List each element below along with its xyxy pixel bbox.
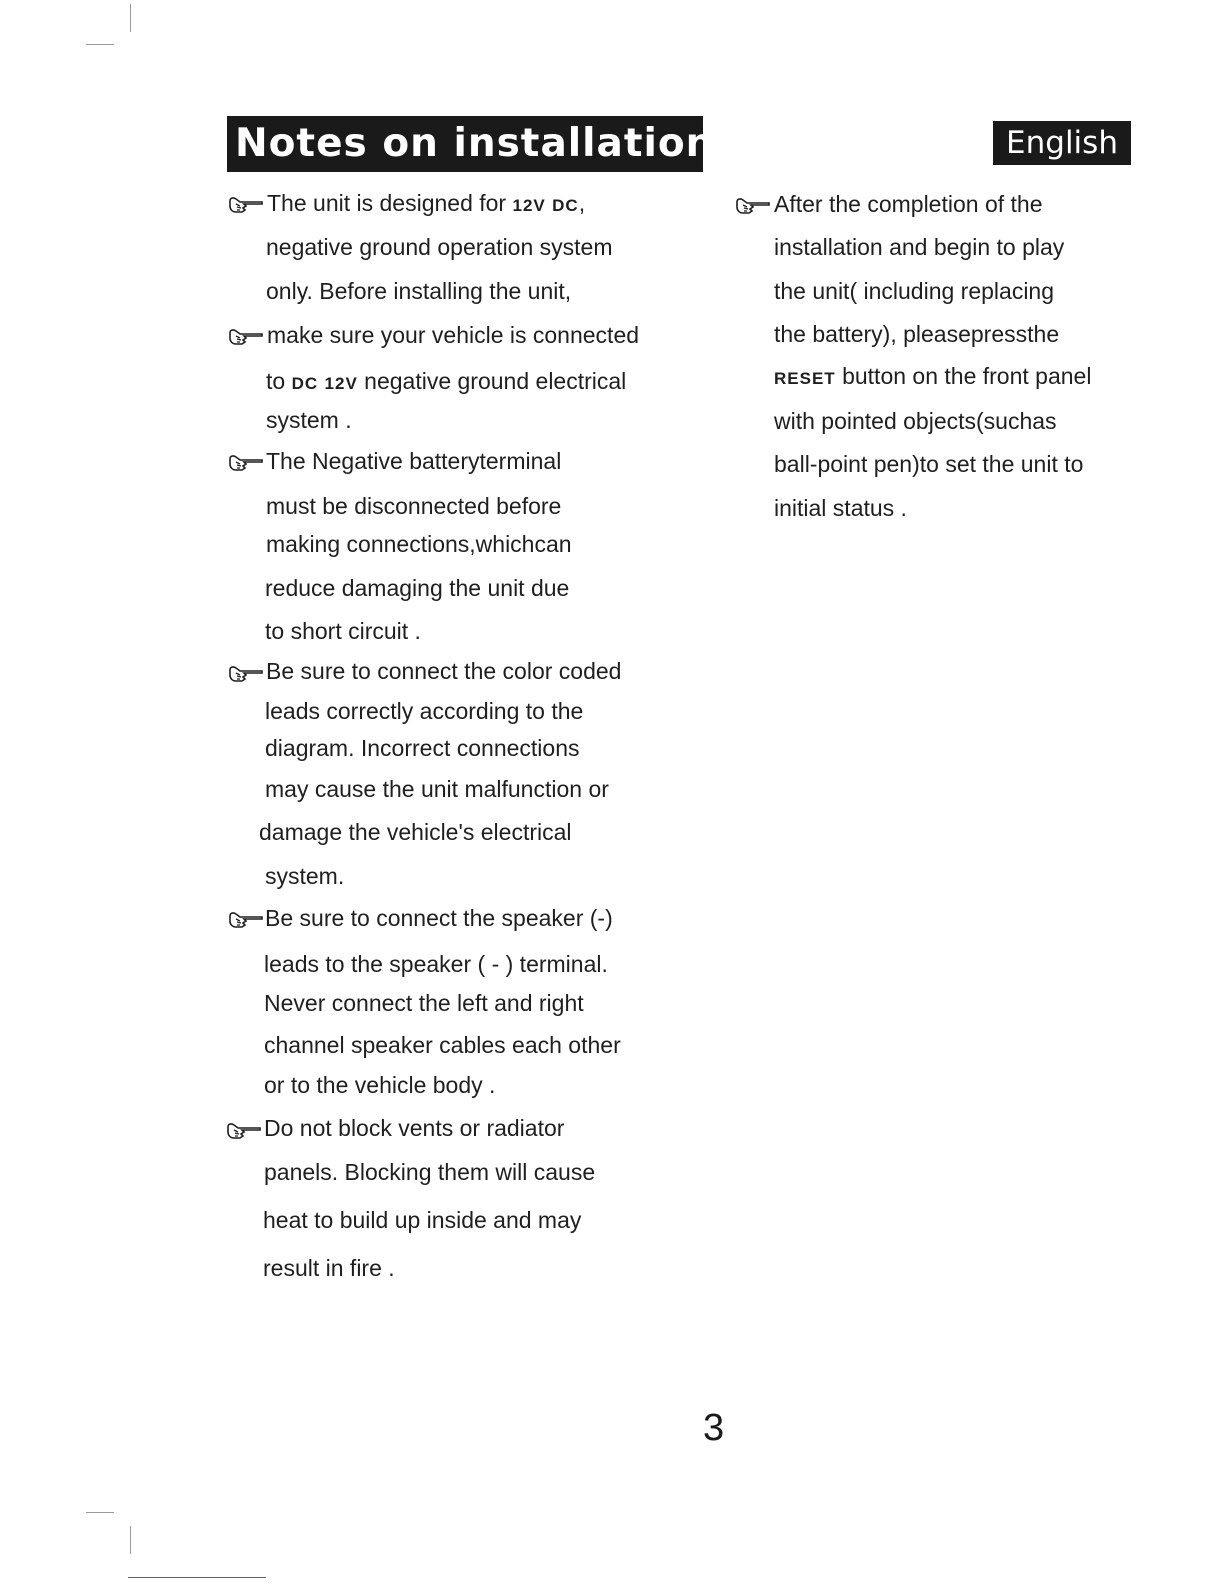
pointing-hand-icon: [228, 195, 264, 215]
dc-label: DC: [552, 196, 579, 215]
text-line: only. Before installing the unit,: [266, 278, 572, 304]
text-line: making connections,whichcan: [266, 531, 572, 557]
text-segment: negative ground electrical: [364, 368, 627, 394]
language-badge: English: [993, 121, 1131, 165]
text-line: leads to the speaker ( - ) terminal.: [264, 951, 608, 977]
crop-mark-top-horizontal: [86, 44, 114, 45]
text-line: initial status .: [774, 495, 907, 521]
text-line: Be sure to connect the speaker (-): [265, 905, 613, 931]
pointing-hand-icon: [228, 664, 264, 684]
text-line: damage the vehicle's electrical: [259, 819, 572, 845]
text-line: the unit( including replacing: [774, 278, 1055, 304]
text-line: installation and begin to play: [774, 234, 1065, 260]
text-line: [266, 366, 626, 399]
text-line: result in fire .: [263, 1255, 395, 1281]
page-number: 3: [703, 1407, 725, 1449]
text-line: diagram. Incorrect connections: [265, 735, 580, 761]
pointing-hand-icon: [735, 196, 771, 216]
text-line: Never connect the left and right: [264, 990, 584, 1016]
text-line: negative ground operation system: [266, 234, 613, 260]
text-line: channel speaker cables each other: [264, 1032, 621, 1058]
text-line: Be sure to connect the color coded: [266, 658, 622, 684]
comma: ,: [578, 190, 586, 216]
text-line: reduce damaging the unit due: [265, 575, 570, 601]
text-line: panels. Blocking them will cause: [264, 1159, 596, 1185]
text-segment: The unit is designed for: [267, 190, 507, 216]
text-line: leads correctly according to the: [265, 698, 584, 724]
text-line: the battery), pleasepressthe: [774, 321, 1060, 347]
crop-mark-bottom-vertical: [130, 1526, 131, 1554]
text-line: make sure your vehicle is connected: [267, 322, 640, 348]
text-line: [267, 188, 585, 221]
text-line: to short circuit .: [265, 618, 421, 644]
text-line: system.: [265, 863, 345, 889]
text-line: must be disconnected before: [266, 493, 562, 519]
reset-label: RESET: [774, 369, 836, 388]
text-segment: button on the front panel: [842, 363, 1092, 389]
text-line: After the completion of the: [774, 191, 1043, 217]
section-title: Notes on installation: [227, 116, 703, 172]
crop-mark-bottom-horizontal: [86, 1512, 114, 1513]
crop-mark-top-vertical: [130, 4, 131, 32]
text-line: heat to build up inside and may: [263, 1207, 582, 1233]
text-line: may cause the unit malfunction or: [265, 776, 609, 802]
voltage-label: 12V: [512, 196, 546, 215]
scan-edge-line: [128, 1577, 266, 1578]
text-line: The Negative batteryterminal: [266, 448, 562, 474]
text-line: Do not block vents or radiator: [264, 1115, 565, 1141]
text-line: or to the vehicle body .: [264, 1072, 496, 1098]
pointing-hand-icon: [226, 1121, 262, 1141]
voltage-label: 12V: [324, 374, 358, 393]
text-line: system .: [266, 407, 352, 433]
pointing-hand-icon: [228, 327, 264, 347]
dc-label: DC: [291, 374, 319, 393]
text-segment: to: [266, 368, 286, 394]
text-line: ball-point pen)to set the unit to: [774, 451, 1084, 477]
text-line: with pointed objects(suchas: [774, 408, 1057, 434]
text-line: [774, 361, 1091, 394]
pointing-hand-icon: [228, 910, 264, 930]
pointing-hand-icon: [228, 453, 264, 473]
